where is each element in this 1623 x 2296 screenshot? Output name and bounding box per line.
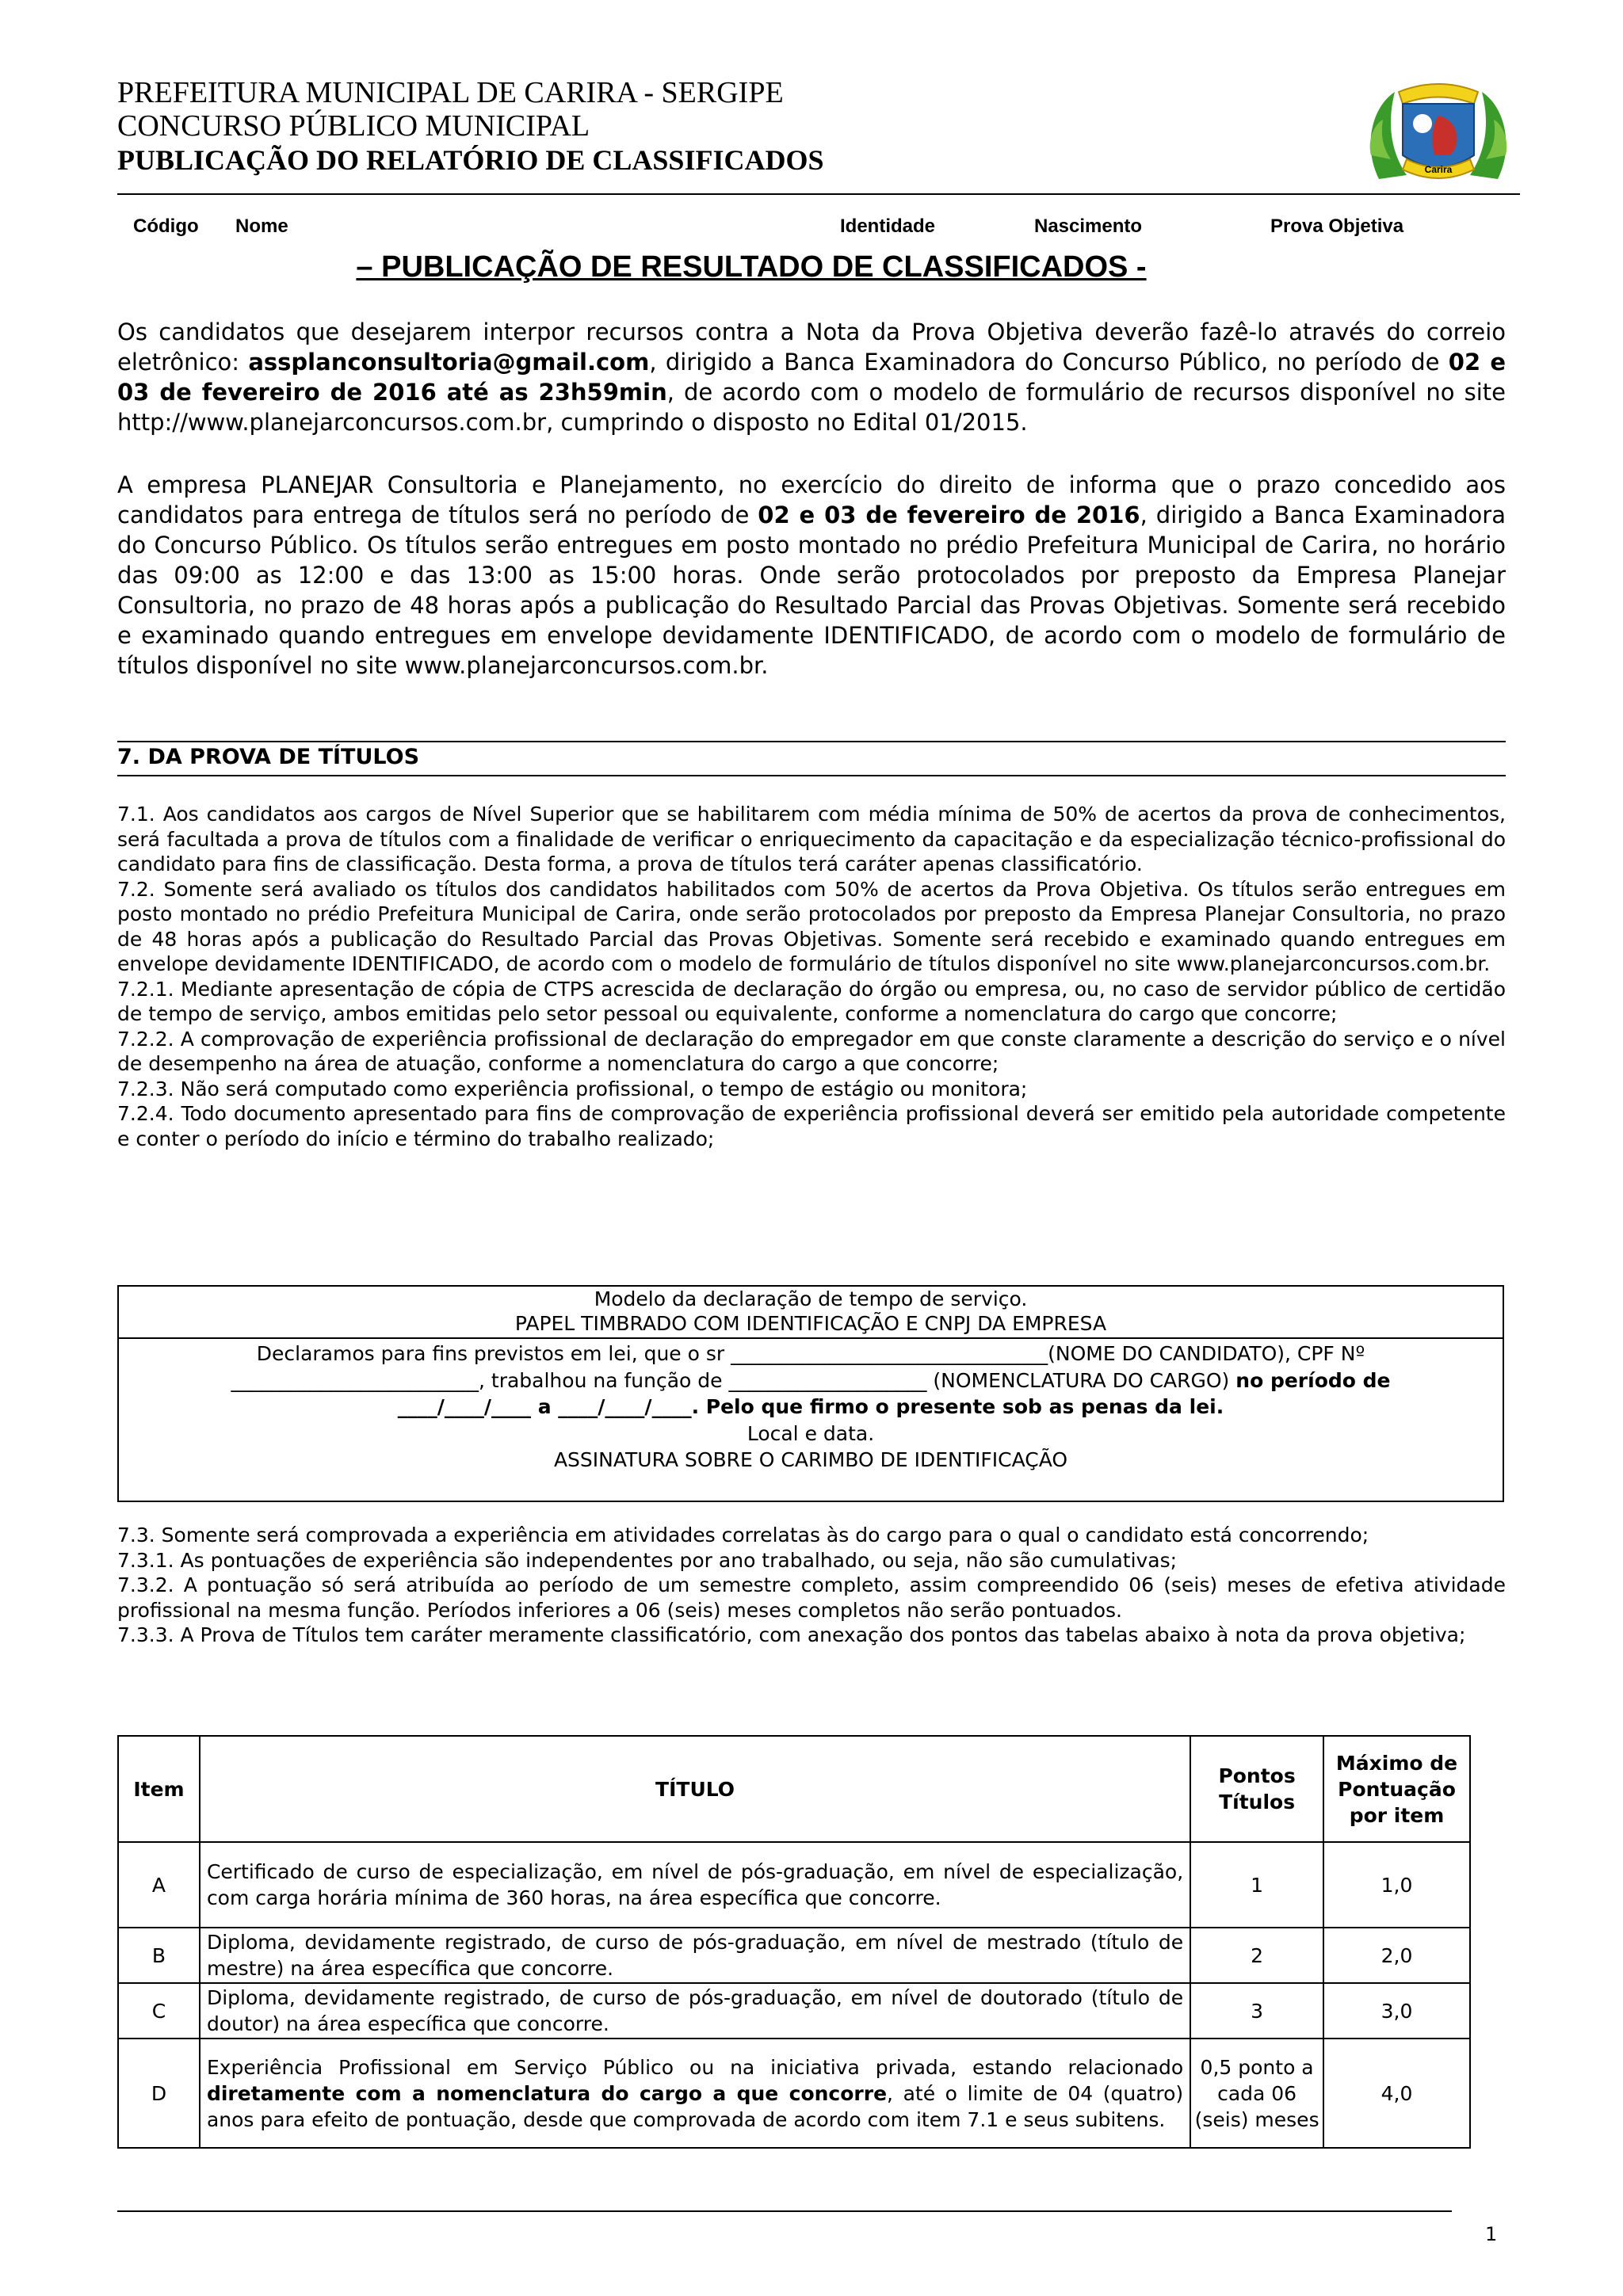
- coat-of-arms-logo: [1363, 76, 1514, 195]
- row-b-max: 2,0: [1323, 1928, 1470, 1983]
- row-c-max: 3,0: [1323, 1983, 1470, 2039]
- table-row: [118, 1842, 1470, 1928]
- table-header-titulo: TÍTULO: [200, 1736, 1190, 1842]
- titulos-text-b: , dirigido a Banca Examinadora do Concurso Público. Os títulos serão entregues em posto montado no prédio Prefeitura Municipal de Carira, no horário das 09:00 as 12:00 e das 13:00 as 15:00 horas. Onde serão protocolados por preposto da Empresa Planejar Consultoria, no prazo de 48 horas após a publicação do Resultado Parcial das Provas Objetivas. Somente será recebido e examinado quando entregues em envelope devidamente IDENTIFICADO, de acordo com o modelo de formulário de títulos disponível no site www.planejarconcursos.com.br.: [117, 502, 1506, 679]
- declaration-line-2: PAPEL TIMBRADO COM IDENTIFICAÇÃO E CNPJ DA EMPRESA: [514, 1312, 1107, 1335]
- row-d-title-b: , até o limite de 04 (quatro) anos para efeito de pontuação, desde que comprovada de acordo com item 7.1 e seus subitens.: [206, 2081, 1184, 2131]
- section-7-items: [117, 802, 1506, 1151]
- declaration-line-5: ASSINATURA SOBRE O CARIMBO DE IDENTIFICAÇÃO: [553, 1448, 1068, 1471]
- declaration-heading: [119, 1287, 1503, 1339]
- section-divider-top: [117, 741, 1506, 742]
- section-divider-bottom: [117, 775, 1506, 776]
- table-row: [118, 1983, 1470, 2039]
- page-number: 1: [1485, 2223, 1498, 2245]
- item-7-2: 7.2. Somente será avaliado os títulos dos candidatos habilitados com 50% de acertos da Prova Objetiva. Os títulos serão entregues em posto montado no prédio Prefeitura Municipal de Carira, onde serão protocolados por preposto da Empresa Planejar Consultoria, no prazo de 48 horas após a publicação do Resultado Parcial das Provas Objetivas. Somente será recebido e examinado quando entregues em envelope devidamente IDENTIFICADO, de acordo com o modelo de formulário de títulos disponível no site www.planejarconcursos.com.br.: [117, 877, 1506, 975]
- row-b-title: Diploma, devidamente registrado, de curso de pós-graduação, em nível de mestrado (título de mestre) na área específica que concorre.: [200, 1928, 1190, 1983]
- row-a-max: 1,0: [1323, 1842, 1470, 1928]
- row-a-title: Certificado de curso de especialização, em nível de pós-graduação, em nível de especialização, com carga horária mínima de 360 horas, na área específica que concorre.: [200, 1842, 1190, 1928]
- row-d-title: [200, 2039, 1190, 2148]
- table-header-row: [118, 1736, 1470, 1842]
- item-7-2-4: 7.2.4. Todo documento apresentado para fins de comprovação de experiência profissional deverá ser emitido pela autoridade competente e conter o período do início e término do trabalho realizado;: [117, 1102, 1506, 1150]
- declaration-model-box: [117, 1285, 1504, 1502]
- header-line-2: CONCURSO PÚBLICO MUNICIPAL: [117, 109, 590, 143]
- table-header-pontos: Pontos Títulos: [1190, 1736, 1323, 1842]
- recurso-period: 02 e 03 de fevereiro de 2016 até as 23h59min: [117, 349, 1506, 406]
- column-header-codigo: Código: [133, 215, 199, 237]
- titulos-paragraph: [117, 470, 1506, 681]
- titles-table: [117, 1735, 1471, 2149]
- row-a-item: A: [118, 1842, 200, 1928]
- declaration-body: [119, 1339, 1503, 1474]
- row-a-points: 1: [1190, 1842, 1323, 1928]
- table-row: [118, 1928, 1470, 1983]
- footer-divider: [117, 2210, 1452, 2212]
- row-d-title-bold: diretamente com a nomenclatura do cargo a que concorre: [206, 2081, 888, 2105]
- recurso-text-b: , dirigido a Banca Examinadora do Concurso Público, no período de: [649, 349, 1449, 376]
- item-7-3: 7.3. Somente será comprovada a experiência em atividades correlatas às do cargo para o qual o candidato está concorrendo;: [117, 1524, 1369, 1547]
- document-header: [117, 76, 1369, 177]
- titulos-period: 02 e 03 de fevereiro de 2016: [758, 502, 1140, 528]
- header-line-1: PREFEITURA MUNICIPAL DE CARIRA - SERGIPE: [117, 76, 784, 109]
- titulos-text-a: A empresa PLANEJAR Consultoria e Planejamento, no exercício do direito de informa que o prazo concedido aos candidatos para entrega de títulos será no período de: [117, 471, 1506, 528]
- table-header-maximo: Máximo de Pontuação por item: [1323, 1736, 1470, 1842]
- row-b-points: 2: [1190, 1928, 1323, 1983]
- item-7-2-3: 7.2.3. Não será computado como experiência profissional, o tempo de estágio ou monitora;: [117, 1077, 1028, 1100]
- item-7-3-2: 7.3.2. A pontuação só será atribuída ao período de um semestre completo, assim compreendido 06 (seis) meses de efetiva atividade profissional na mesma função. Períodos inferiores a 06 (seis) meses completos não serão pontuados.: [117, 1573, 1506, 1622]
- column-header-nascimento: Nascimento: [1034, 215, 1143, 237]
- header-line-3: PUBLICAÇÃO DO RELATÓRIO DE CLASSIFICADOS: [117, 144, 824, 176]
- declaration-line-1: Modelo da declaração de tempo de serviço.: [594, 1287, 1028, 1310]
- row-c-points: 3: [1190, 1983, 1323, 2039]
- column-header-prova-objetiva: Prova Objetiva: [1270, 215, 1404, 237]
- declaration-statement: [166, 1341, 1455, 1421]
- item-7-2-1: 7.2.1. Mediante apresentação de cópia de CTPS acrescida de declaração do órgão ou empresa, ou, no caso de servidor público de certidão de tempo de serviço, ambos emitidas pelo setor pessoal ou equivalente, conforme a nomenclatura do cargo que concorre;: [117, 977, 1506, 1025]
- table-header-item: Item: [118, 1736, 200, 1842]
- section-title: 7. DA PROVA DE TÍTULOS: [117, 745, 420, 769]
- item-7-1: 7.1. Aos candidatos aos cargos de Nível Superior que se habilitarem com média mínima de 50% de acertos da prova de conhecimentos, será facultada a prova de títulos com a finalidade de verificar o enriquecimento da capacitação e da especialização técnico-profissional do candidato para fins de classificação. Desta forma, a prova de títulos terá caráter apenas classificatório.: [117, 803, 1506, 875]
- column-header-nome: Nome: [235, 215, 288, 237]
- row-d-title-a: Experiência Profissional em Serviço Público ou na iniciativa privada, estando relacionado: [206, 2055, 1184, 2079]
- declaration-line-3: Declaramos para fins previstos em lei, que o sr ________________________________(NOME DO CANDIDATO), CPF Nº _________________________, trabalhou na função de ____________________ (NOMENCLATURA DO CARGO): [231, 1342, 1365, 1392]
- recurso-text-a: Os candidatos que desejarem interpor recursos contra a Nota da Prova Objetiva deverão fazê-lo através do correio eletrônico:: [117, 318, 1506, 376]
- declaration-bold-part: no período de ____/____/____ a ____/____/____. Pelo que firmo o presente sob as penas da lei.: [397, 1368, 1391, 1418]
- column-header-identidade: Identidade: [840, 215, 936, 237]
- declaration-line-4: Local e data.: [747, 1421, 875, 1445]
- table-row: [118, 2039, 1470, 2148]
- header-divider: [117, 193, 1520, 195]
- recurso-text-c: , de acordo com o modelo de formulário de recursos disponível no site http://www.planejarconcursos.com.br, cumprindo o disposto no Edital 01/2015.: [117, 379, 1506, 436]
- recurso-paragraph: [117, 317, 1506, 437]
- logo-banner-text: Carira: [1424, 164, 1453, 175]
- item-7-3-1: 7.3.1. As pontuações de experiência são independentes por ano trabalhado, ou seja, não são cumulativas;: [117, 1548, 1178, 1572]
- row-c-title: Diploma, devidamente registrado, de curso de pós-graduação, em nível de doutorado (título de doutor) na área específica que concorre.: [200, 1983, 1190, 2039]
- row-c-item: C: [118, 1983, 200, 2039]
- row-d-points: 0,5 ponto a cada 06 (seis) meses: [1190, 2039, 1323, 2148]
- page-title: – PUBLICAÇÃO DE RESULTADO DE CLASSIFICADOS -: [356, 250, 1147, 284]
- item-7-3-3: 7.3.3. A Prova de Títulos tem caráter meramente classificatório, com anexação dos pontos das tabelas abaixo à nota da prova objetiva;: [117, 1623, 1466, 1646]
- row-d-item: D: [118, 2039, 200, 2148]
- row-d-max: 4,0: [1323, 2039, 1470, 2148]
- section-7-3-items: [117, 1523, 1506, 1648]
- recurso-email: assplanconsultoria@gmail.com: [248, 349, 650, 376]
- item-7-2-2: 7.2.2. A comprovação de experiência profissional de declaração do empregador em que conste claramente a descrição do serviço e o nível de desempenho na área de atuação, conforme a nomenclatura do cargo a que concorre;: [117, 1027, 1506, 1075]
- row-b-item: B: [118, 1928, 200, 1983]
